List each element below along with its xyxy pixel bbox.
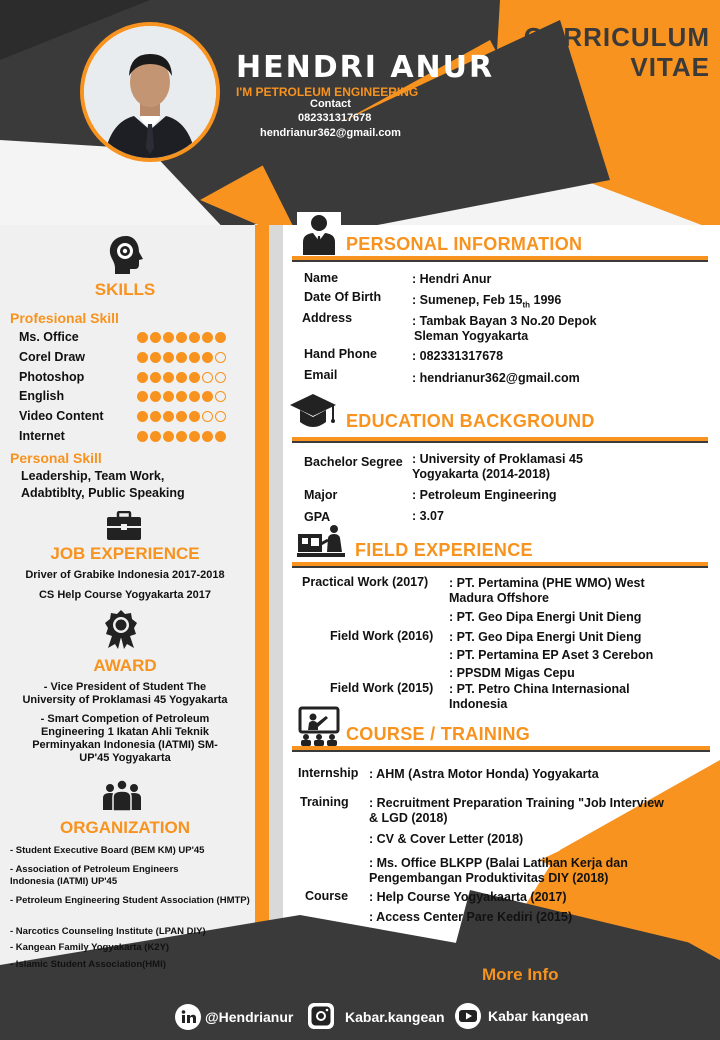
skill-row: Video Content: [19, 409, 104, 423]
field-value: : PT. Geo Dipa Energi Unit Dieng: [449, 610, 642, 624]
info-label: Address: [302, 311, 353, 325]
skill-row: Internet: [19, 429, 65, 443]
field-label: Field Work (2015): [330, 681, 434, 695]
education-heading: EDUCATION BACKGROUND: [346, 411, 595, 431]
personal-info-heading: PERSONAL INFORMATION: [346, 234, 583, 254]
contact-email: hendrianur362@gmail.com: [260, 127, 401, 139]
edu-label: Bachelor Segree: [304, 455, 403, 469]
skill-row: English: [19, 389, 64, 403]
award-item: - Vice President of Student The University of Proklamasi 45 Yogyakarta: [22, 681, 228, 706]
rating-dot-filled: [176, 332, 187, 343]
rating-dot-filled: [202, 431, 213, 442]
info-label: Name: [304, 271, 339, 285]
edu-label: GPA: [304, 510, 331, 524]
rating-dot-filled: [176, 352, 187, 363]
rating-dot-filled: [189, 332, 200, 343]
rating-dot-filled: [137, 391, 148, 402]
training-value: : Ms. Office BLKPP (Balai Latihan Kerja dan Pengembangan Produktivitas DIY (2018): [369, 856, 628, 885]
graduation-cap-icon: [289, 392, 337, 434]
rating-dot-filled: [189, 372, 200, 383]
info-label: Email: [304, 368, 338, 382]
person-suit-icon: [297, 212, 341, 256]
rating-dot-filled: [202, 391, 213, 402]
award-item: - Smart Competion of Petroleum Engineering 1 Ikatan Ahli Teknik Perminyakan Indonesia (IATMI) SM- UP'45 Yogyakarta: [32, 713, 218, 764]
internship-label: Internship: [298, 766, 359, 780]
cv-title-line2: VITAE: [630, 52, 710, 82]
instagram-handle[interactable]: Kabar.kangean: [345, 1009, 445, 1025]
youtube-icon[interactable]: [454, 1002, 482, 1030]
organization-item: - Narcotics Counseling Institute (LPAN DIY): [10, 926, 206, 937]
skill-rating: [137, 391, 226, 402]
linkedin-handle[interactable]: @Hendrianur: [205, 1009, 294, 1025]
cv-title-line1: CURRICULUM: [523, 22, 710, 52]
rating-dot-filled: [215, 332, 226, 343]
course-value: : Access Center Pare Kediri (2015): [369, 910, 573, 924]
rating-dot-empty: [215, 411, 226, 422]
skill-row: Corel Draw: [19, 350, 85, 364]
training-label: Training: [300, 795, 349, 809]
education-divider: [292, 437, 708, 443]
instagram-icon[interactable]: [307, 1002, 335, 1030]
edu-value: : Petroleum Engineering: [412, 488, 557, 502]
rating-dot-empty: [215, 372, 226, 383]
rating-dot-filled: [163, 431, 174, 442]
edu-value: : 3.07: [412, 509, 444, 523]
skill-row: Photoshop: [19, 370, 84, 384]
linkedin-icon[interactable]: [175, 1004, 201, 1030]
training-value: : Recruitment Preparation Training "Job Interview & LGD (2018): [369, 796, 664, 825]
worker-machine-icon: [297, 524, 345, 558]
rating-dot-filled: [150, 411, 161, 422]
field-experience-heading: FIELD EXPERIENCE: [355, 540, 533, 560]
info-value: : 082331317678: [412, 349, 504, 363]
skill-rating: [137, 411, 226, 422]
rating-dot-filled: [163, 352, 174, 363]
full-name: HENDRI ANUR: [236, 50, 495, 85]
skill-row: Ms. Office: [19, 330, 79, 344]
rating-dot-filled: [202, 352, 213, 363]
course-training-divider: [292, 746, 710, 752]
rating-dot-filled: [137, 372, 148, 383]
rating-dot-filled: [163, 372, 174, 383]
rating-dot-filled: [189, 352, 200, 363]
rating-dot-filled: [176, 372, 187, 383]
rating-dot-filled: [150, 391, 161, 402]
course-training-heading: COURSE / TRAINING: [346, 724, 531, 744]
tagline: I'M PETROLEUM ENGINEERING: [236, 85, 419, 99]
organization-item: - Kangean Family Yogyakarta (K2Y): [10, 942, 170, 953]
rating-dot-filled: [189, 431, 200, 442]
rating-dot-filled: [163, 332, 174, 343]
field-label: Practical Work (2017): [302, 575, 429, 589]
rating-dot-empty: [215, 391, 226, 402]
field-value: : PT. Geo Dipa Energi Unit Dieng: [449, 630, 642, 644]
organization-item: - Islamic Student Association(HMI): [10, 959, 166, 970]
info-value: : Tambak Bayan 3 No.20 Depok Sleman Yogyakarta: [412, 314, 597, 343]
cv-title: [524, 22, 710, 82]
rating-dot-filled: [150, 332, 161, 343]
award-heading: AWARD: [93, 656, 157, 675]
personal-skill-line: Leadership, Team Work,: [21, 469, 165, 483]
edu-value: : University of Proklamasi 45 Yogyakarta (2014-2018): [412, 452, 583, 481]
course-label: Course: [305, 889, 349, 903]
youtube-channel[interactable]: Kabar kangean: [488, 1008, 589, 1024]
more-info-heading: More Info: [482, 965, 559, 984]
organization-item: - Petroleum Engineering Student Association (HMTP): [10, 895, 250, 906]
skill-rating: [137, 332, 226, 343]
skill-rating: [137, 431, 226, 442]
info-label: Hand Phone: [304, 347, 377, 361]
award-medal-icon: [104, 609, 138, 649]
job-experience-heading: JOB EXPERIENCE: [50, 544, 200, 563]
rating-dot-filled: [137, 431, 148, 442]
presentation-board-icon: [298, 706, 340, 746]
profile-photo: [80, 22, 220, 162]
field-experience-divider: [292, 562, 708, 568]
rating-dot-filled: [176, 391, 187, 402]
personal-info-divider: [292, 256, 708, 262]
group-people-icon: [102, 779, 142, 811]
field-value: : PT. Pertamina EP Aset 3 Cerebon: [449, 648, 654, 662]
rating-dot-filled: [176, 431, 187, 442]
info-label: Date Of Birth: [304, 290, 382, 304]
professional-skill-heading: Profesional Skill: [10, 310, 119, 326]
rating-dot-filled: [189, 411, 200, 422]
rating-dot-filled: [150, 372, 161, 383]
rating-dot-filled: [202, 332, 213, 343]
skill-rating: [137, 372, 226, 383]
contact-heading: Contact: [310, 98, 351, 110]
rating-dot-filled: [150, 431, 161, 442]
rating-dot-filled: [137, 352, 148, 363]
internship-value: : AHM (Astra Motor Honda) Yogyakarta: [369, 767, 599, 781]
rating-dot-filled: [176, 411, 187, 422]
skill-rating: [137, 352, 226, 363]
course-value: : Help Course Yogyakaarta (2017): [369, 890, 567, 904]
organization-item: - Association of Petroleum Engineers Indonesia (IATMI) UP'45: [10, 864, 179, 887]
rating-dot-filled: [150, 352, 161, 363]
personal-skill-line: Adabtiblty, Public Speaking: [21, 486, 185, 500]
rating-dot-empty: [202, 411, 213, 422]
field-label: Field Work (2016): [330, 629, 434, 643]
personal-skill-heading: Personal Skill: [10, 450, 102, 466]
rating-dot-filled: [137, 332, 148, 343]
rating-dot-filled: [137, 411, 148, 422]
contact-phone: 082331317678: [298, 112, 372, 124]
edu-label: Major: [304, 488, 338, 502]
rating-dot-empty: [202, 372, 213, 383]
info-value: : Hendri Anur: [412, 272, 492, 286]
brain-head-icon: [106, 234, 146, 276]
skills-heading: SKILLS: [94, 280, 156, 299]
field-value: : PPSDM Migas Cepu: [449, 666, 575, 680]
job-item: Driver of Grabike Indonesia 2017-2018: [25, 569, 225, 581]
field-value: : PT. Pertamina (PHE WMO) West Madura Offshore: [449, 576, 645, 605]
field-value: : PT. Petro China Internasional Indonesia: [449, 682, 630, 711]
organization-heading: ORGANIZATION: [59, 818, 190, 837]
rating-dot-filled: [163, 411, 174, 422]
rating-dot-filled: [189, 391, 200, 402]
info-value: : hendrianur362@gmail.com: [412, 371, 580, 385]
rating-dot-empty: [215, 352, 226, 363]
job-item: CS Help Course Yogyakarta 2017: [38, 589, 211, 601]
briefcase-icon: [106, 511, 142, 541]
training-value: : CV & Cover Letter (2018): [369, 832, 524, 846]
organization-item: - Student Executive Board (BEM KM) UP'45: [10, 845, 205, 856]
rating-dot-filled: [215, 431, 226, 442]
info-value: : Sumenep, Feb $15_{th}$ 1996: [412, 293, 562, 310]
rating-dot-filled: [163, 391, 174, 402]
